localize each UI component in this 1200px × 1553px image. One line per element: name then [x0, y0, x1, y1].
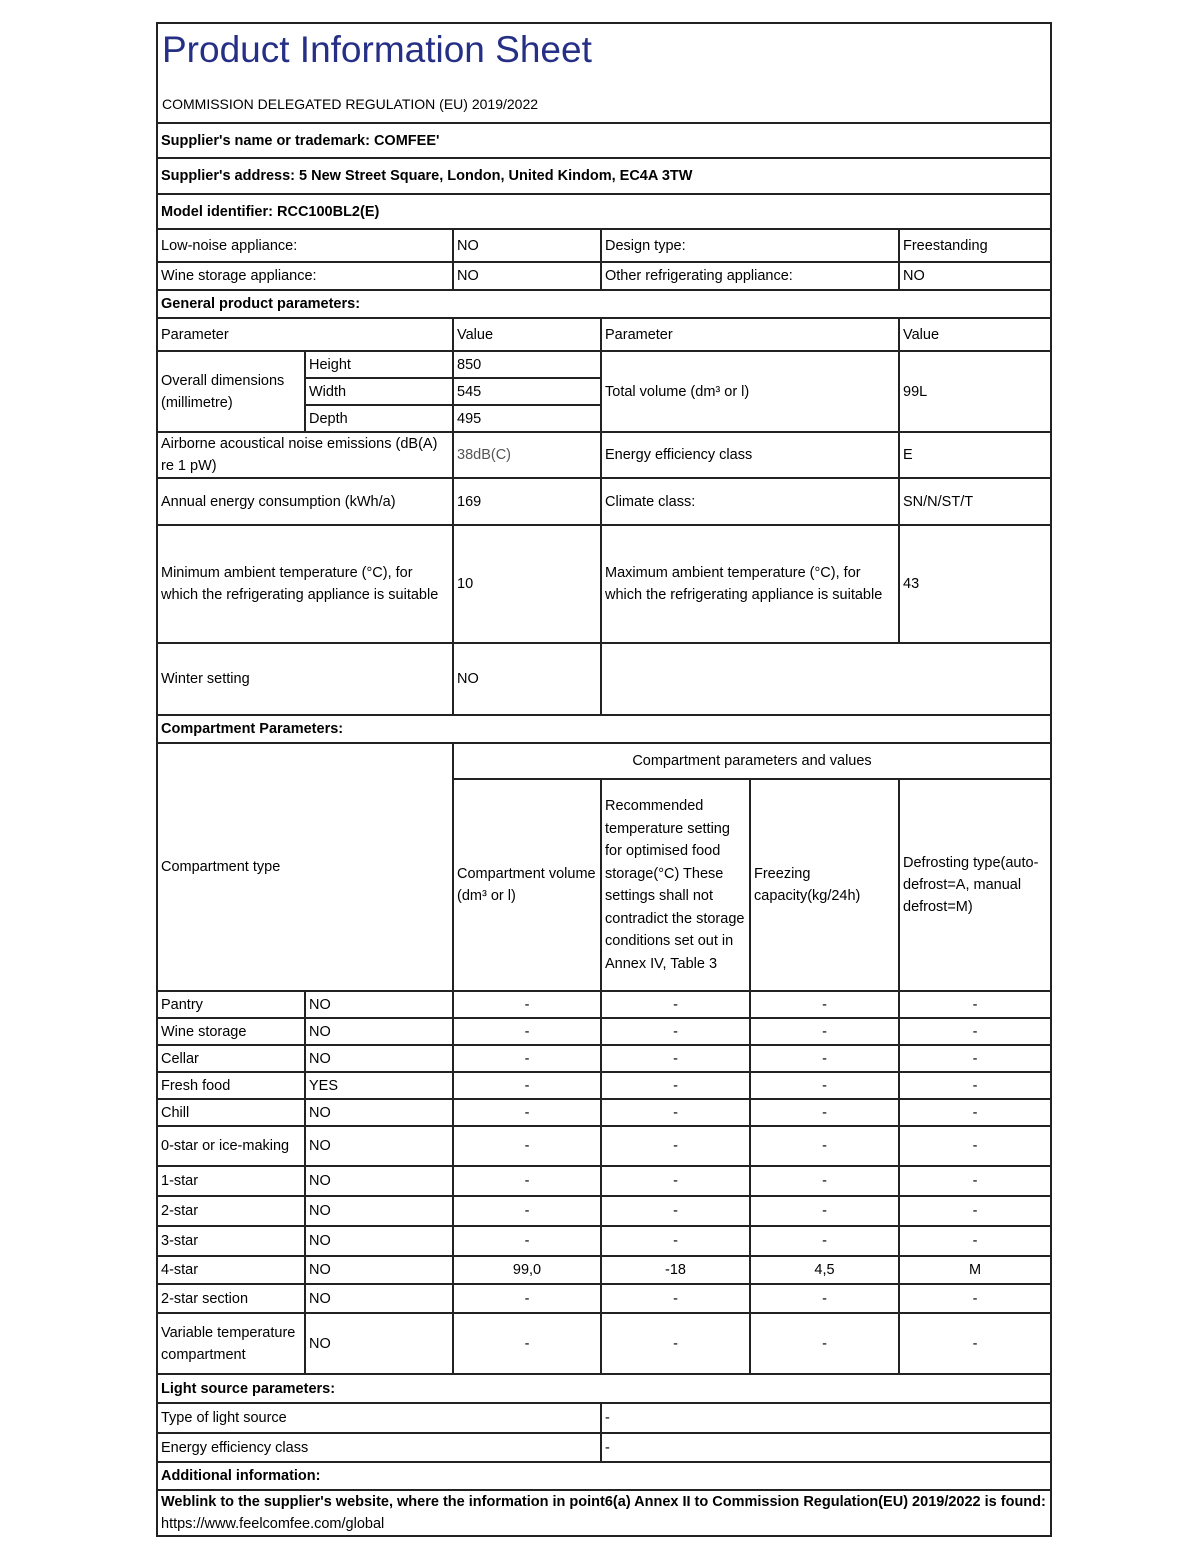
compartment-freezing: -: [750, 1226, 899, 1256]
model-identifier: Model identifier: RCC100BL2(E): [157, 194, 1051, 229]
total-volume-value: 99L: [899, 351, 1051, 432]
compartment-defrost: -: [899, 1284, 1051, 1313]
other-appliance-value: NO: [899, 262, 1051, 290]
annual-energy-label: Annual energy consumption (kWh/a): [157, 478, 453, 525]
compartment-present: NO: [305, 1166, 453, 1196]
width-value: 545: [453, 378, 601, 405]
compartment-defrost: -: [899, 1045, 1051, 1072]
compartment-temp: -: [601, 1284, 750, 1313]
page-title: Product Information Sheet: [162, 29, 592, 70]
compartment-defrost: -: [899, 1126, 1051, 1166]
depth-value: 495: [453, 405, 601, 432]
compartment-name: Wine storage: [157, 1018, 305, 1045]
compartment-parameters-heading: Compartment Parameters:: [157, 715, 1051, 743]
weblink-text: Weblink to the supplier's website, where the information in point6(a) Annex II to Commission Regulation(EU) 2019/2022 is found:: [161, 1494, 1046, 1510]
title-block: [157, 23, 1051, 123]
compartment-freezing: -: [750, 1196, 899, 1226]
compartment-name: Cellar: [157, 1045, 305, 1072]
compartment-name: 3-star: [157, 1226, 305, 1256]
compartment-temp: -: [601, 1018, 750, 1045]
compartment-volume: -: [453, 1072, 601, 1099]
noise-emission-label: Airborne acoustical noise emissions (dB(A) re 1 pW): [157, 432, 453, 478]
compartment-defrost: -: [899, 1018, 1051, 1045]
compartment-name: 2-star section: [157, 1284, 305, 1313]
other-appliance-label: Other refrigerating appliance:: [601, 262, 899, 290]
compartment-present: NO: [305, 1099, 453, 1126]
compartment-temp: -: [601, 1166, 750, 1196]
design-type-label: Design type:: [601, 229, 899, 262]
compartment-volume: 99,0: [453, 1256, 601, 1284]
compartment-temp: -: [601, 1313, 750, 1374]
table-row: [157, 1045, 1051, 1072]
light-class-value: -: [601, 1433, 1051, 1462]
light-class-label: Energy efficiency class: [157, 1433, 601, 1462]
energy-class-value: E: [899, 432, 1051, 478]
winter-setting-label: Winter setting: [157, 643, 453, 715]
freezing-capacity-header: Freezing capacity(kg/24h): [750, 779, 899, 991]
compartment-volume: -: [453, 1166, 601, 1196]
supplier-weblink[interactable]: https://www.feelcomfee.com/global: [161, 1516, 385, 1532]
width-label: Width: [305, 378, 453, 405]
compartment-defrost: -: [899, 1166, 1051, 1196]
table-row: [157, 991, 1051, 1018]
compartment-defrost: M: [899, 1256, 1051, 1284]
noise-emission-value: 38dB(C): [453, 432, 601, 478]
min-ambient-temp-value: 10: [453, 525, 601, 643]
compartment-temp: -18: [601, 1256, 750, 1284]
compartment-name: Pantry: [157, 991, 305, 1018]
compartment-volume: -: [453, 1045, 601, 1072]
depth-label: Depth: [305, 405, 453, 432]
compartment-name: Variable temperature compartment: [157, 1313, 305, 1374]
compartment-present: NO: [305, 1313, 453, 1374]
compartment-present: NO: [305, 1256, 453, 1284]
compartment-volume: -: [453, 1018, 601, 1045]
compartment-defrost: -: [899, 1226, 1051, 1256]
winter-setting-value: NO: [453, 643, 601, 715]
compartment-temp: -: [601, 1196, 750, 1226]
compartment-volume: -: [453, 991, 601, 1018]
total-volume-label: Total volume (dm³ or l): [601, 351, 899, 432]
table-row: [157, 1166, 1051, 1196]
table-row: [157, 1284, 1051, 1313]
compartment-defrost: -: [899, 1196, 1051, 1226]
compartment-freezing: -: [750, 991, 899, 1018]
compartment-present: NO: [305, 1196, 453, 1226]
compartment-temp: -: [601, 1226, 750, 1256]
compartment-temp: -: [601, 991, 750, 1018]
compartment-freezing: -: [750, 1045, 899, 1072]
light-type-value: -: [601, 1403, 1051, 1433]
compartment-defrost: -: [899, 1313, 1051, 1374]
value-header-left: Value: [453, 318, 601, 351]
compartment-freezing: -: [750, 1018, 899, 1045]
compartment-defrost: -: [899, 991, 1051, 1018]
light-source-heading: Light source parameters:: [157, 1374, 1051, 1403]
supplier-name: Supplier's name or trademark: COMFEE': [157, 123, 1051, 158]
compartment-name: 1-star: [157, 1166, 305, 1196]
compartment-freezing: 4,5: [750, 1256, 899, 1284]
compartment-volume: -: [453, 1099, 601, 1126]
info-table: [156, 22, 1052, 1537]
light-type-label: Type of light source: [157, 1403, 601, 1433]
defrosting-type-header: Defrosting type(auto-defrost=A, manual defrost=M): [899, 779, 1051, 991]
wine-storage-value: NO: [453, 262, 601, 290]
compartment-name: Fresh food: [157, 1072, 305, 1099]
design-type-value: Freestanding: [899, 229, 1051, 262]
product-information-sheet: [156, 22, 1050, 1537]
compartment-type-header: Compartment type: [157, 743, 453, 991]
empty-cell: [601, 643, 1051, 715]
compartment-temp: -: [601, 1072, 750, 1099]
annual-energy-value: 169: [453, 478, 601, 525]
compartment-name: 2-star: [157, 1196, 305, 1226]
height-value: 850: [453, 351, 601, 378]
height-label: Height: [305, 351, 453, 378]
weblink-cell: [157, 1490, 1051, 1536]
compartment-present: NO: [305, 1018, 453, 1045]
parameter-header-right: Parameter: [601, 318, 899, 351]
compartment-freezing: -: [750, 1313, 899, 1374]
table-row: [157, 1313, 1051, 1374]
compartment-temp: -: [601, 1099, 750, 1126]
compartment-freezing: -: [750, 1072, 899, 1099]
compartment-freezing: -: [750, 1166, 899, 1196]
compartment-defrost: -: [899, 1099, 1051, 1126]
table-row: [157, 1126, 1051, 1166]
compartment-present: NO: [305, 1226, 453, 1256]
compartment-name: 4-star: [157, 1256, 305, 1284]
supplier-address: Supplier's address: 5 New Street Square, London, United Kindom, EC4A 3TW: [157, 158, 1051, 194]
dimensions-label: Overall dimensions (millimetre): [157, 351, 305, 432]
regulation-reference: COMMISSION DELEGATED REGULATION (EU) 2019/2022: [162, 96, 539, 112]
compartment-freezing: -: [750, 1284, 899, 1313]
compartment-volume: -: [453, 1226, 601, 1256]
max-ambient-temp-label: Maximum ambient temperature (°C), for which the refrigerating appliance is suitable: [601, 525, 899, 643]
wine-storage-label: Wine storage appliance:: [157, 262, 453, 290]
compartment-present: NO: [305, 1284, 453, 1313]
compartment-name: Chill: [157, 1099, 305, 1126]
compartment-volume: -: [453, 1313, 601, 1374]
low-noise-value: NO: [453, 229, 601, 262]
compartment-volume: -: [453, 1284, 601, 1313]
table-row: [157, 1018, 1051, 1045]
table-row: [157, 1196, 1051, 1226]
parameter-header-left: Parameter: [157, 318, 453, 351]
table-row: [157, 1226, 1051, 1256]
compartment-name: 0-star or ice-making: [157, 1126, 305, 1166]
table-row: [157, 1099, 1051, 1126]
min-ambient-temp-label: Minimum ambient temperature (°C), for which the refrigerating appliance is suitable: [157, 525, 453, 643]
compartment-present: NO: [305, 1126, 453, 1166]
compartment-temp: -: [601, 1045, 750, 1072]
compartment-group-header: Compartment parameters and values: [453, 743, 1051, 779]
additional-info-heading: Additional information:: [157, 1462, 1051, 1490]
compartment-present: YES: [305, 1072, 453, 1099]
compartment-freezing: -: [750, 1126, 899, 1166]
compartment-freezing: -: [750, 1099, 899, 1126]
compartment-volume: -: [453, 1126, 601, 1166]
climate-class-label: Climate class:: [601, 478, 899, 525]
value-header-right: Value: [899, 318, 1051, 351]
recommended-temp-header: Recommended temperature setting for optimised food storage(°C) These settings shall not contradict the storage conditions set out in Annex IV, Table 3: [601, 779, 750, 991]
general-parameters-heading: General product parameters:: [157, 290, 1051, 318]
compartment-defrost: -: [899, 1072, 1051, 1099]
energy-class-label: Energy efficiency class: [601, 432, 899, 478]
compartment-volume: -: [453, 1196, 601, 1226]
table-row: [157, 1256, 1051, 1284]
low-noise-label: Low-noise appliance:: [157, 229, 453, 262]
compartment-present: NO: [305, 991, 453, 1018]
climate-class-value: SN/N/ST/T: [899, 478, 1051, 525]
compartment-volume-header: Compartment volume (dm³ or l): [453, 779, 601, 991]
max-ambient-temp-value: 43: [899, 525, 1051, 643]
table-row: [157, 1072, 1051, 1099]
compartment-temp: -: [601, 1126, 750, 1166]
compartment-present: NO: [305, 1045, 453, 1072]
